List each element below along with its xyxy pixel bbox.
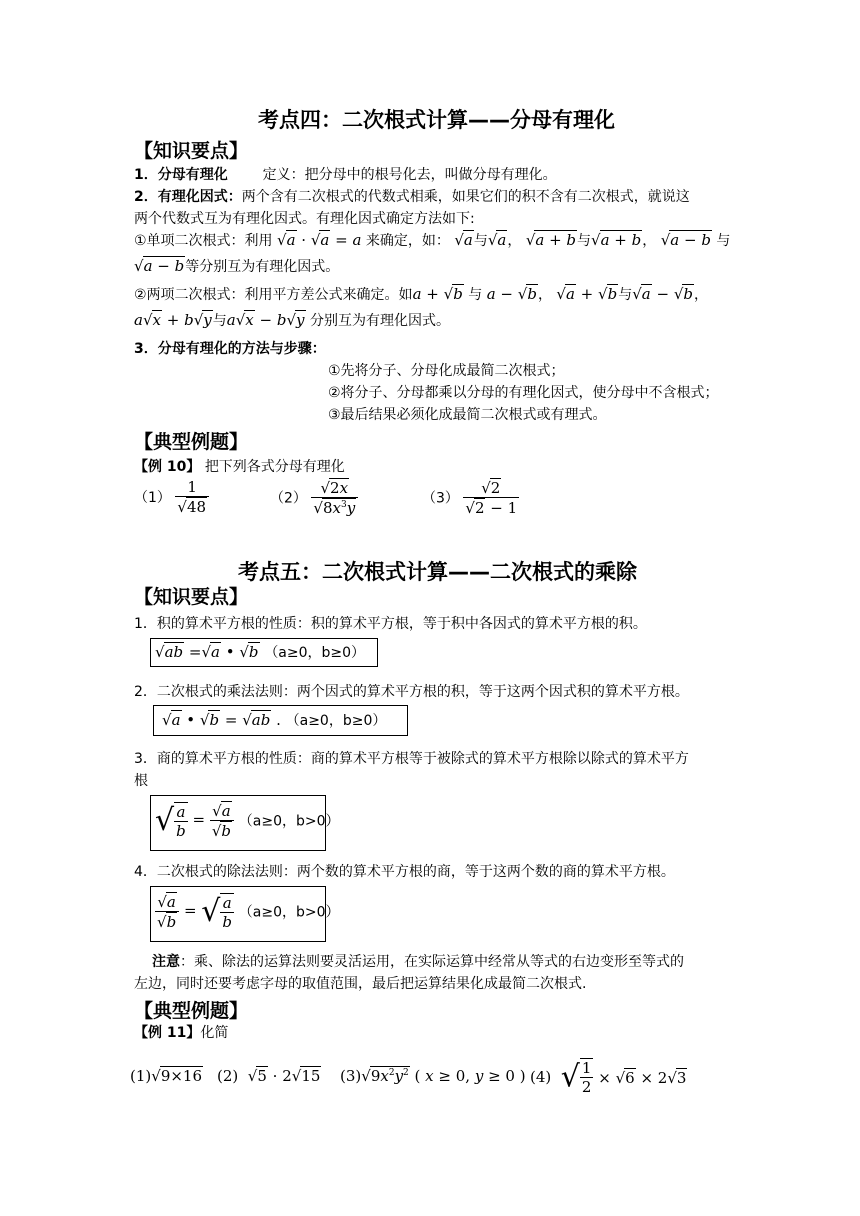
rule1-formula-box <box>150 638 378 667</box>
rule1-formula: √ab =√a • √b （a≥0，b≥0） <box>155 643 366 661</box>
section5-example-heading: 【典型例题】 <box>134 1000 249 1022</box>
double-term-line: ②两项二次根式：利用平方差公式来确定。如a + √b 与 a − √b， √a + √b与√a − √b， <box>134 285 708 303</box>
ex11-item-1-label: (1) <box>130 1067 152 1085</box>
rule3-text-cont: 根 <box>134 773 148 789</box>
ex10-item-1 <box>134 478 209 516</box>
ex10-item-3-label: （3） <box>422 490 459 507</box>
example10-label: 【例 10】 <box>134 459 201 475</box>
section4-title: 考点四：二次根式计算——分母有理化 <box>258 108 615 132</box>
expr-a-plus-sqrt-b: a + √b <box>412 285 463 303</box>
pair-sqrt-a-plus-b: √a + b <box>525 231 577 249</box>
rule2-condition: （a≥0，b≥0） <box>285 713 387 729</box>
frac-sqrt2-over-sqrt2-minus-1: $\frac{√2}{√2 - 1}$ <box>465 479 518 517</box>
ex11-item-3: $(3)√9x^2y^2$ ( x ≥ 0, y ≥ 0 ) <box>340 1067 526 1085</box>
ex11-item-3-label: (3) <box>340 1067 362 1085</box>
step-1: ①先将分子、分母化成最简二次根式； <box>328 363 565 379</box>
rule4-formula: $\frac{√a}{√b}$ = √ $\frac{a}{b}$ （a≥0，b>0） <box>157 893 340 931</box>
ex11-item-2-label: (2) <box>217 1067 239 1085</box>
p2-label: 2．有理化因式： <box>134 189 242 205</box>
ex11-item-2: (2) √5 · 2√15 <box>217 1067 321 1085</box>
section4-example-heading: 【典型例题】 <box>134 431 249 453</box>
expr-asqrtx-minus-bsqrty: a√x − b√y <box>226 311 305 329</box>
frac-sqrt2x-over-sqrt8x3y: $\frac{√2x}{√8x^3y}$ <box>311 478 358 517</box>
and-word: 与 <box>212 313 227 329</box>
ex11-item-4: (4) √ $\frac{1}{2}$ × √6 × 2√3 <box>530 1059 687 1096</box>
and-word: 与 <box>468 287 483 303</box>
rule4-condition: （a≥0，b>0） <box>238 904 340 921</box>
rule2-formula-box <box>153 705 408 736</box>
note-line <box>152 951 684 971</box>
rule3-formula-box <box>150 795 340 851</box>
rule3-formula: √ $\frac{a}{b}$ = $\frac{√a}{√b}$ （a≥0，b>0） <box>155 802 340 840</box>
double-label: ②两项二次根式：利用平方差公式来确定。如 <box>134 287 413 303</box>
ex11-item-4-label: (4) <box>530 1068 552 1086</box>
double-tail: 分别互为有理化因式。 <box>309 313 450 329</box>
expr-a-minus-sqrt-b: a − √b <box>486 285 537 303</box>
pair-sqrt-a-2: √a <box>487 231 507 249</box>
example11-line <box>134 1022 228 1042</box>
example11-label: 【例 11】 <box>134 1025 201 1041</box>
ex10-item-2-label: （2） <box>270 490 307 507</box>
section5-title: 考点五：二次根式计算——二次根式的乘除 <box>238 560 637 584</box>
and-word: 与 <box>618 287 633 303</box>
and-word: 与 <box>577 233 592 249</box>
double-term-line-cont <box>134 310 450 330</box>
expr-sqrt-a-plus-sqrt-b: √a + √b <box>556 285 618 303</box>
p2-text-cont: 两个代数式互为有理化因式。有理化因式确定方法如下: <box>134 211 475 227</box>
p1-text: 定义：把分母中的根号化去，叫做分母有理化。 <box>262 167 557 183</box>
example10-line <box>134 456 345 476</box>
section5-knowledge-heading: 【知识要点】 <box>134 586 249 608</box>
rationalize-definition <box>134 164 557 184</box>
pair-sqrt-a: √a <box>454 231 473 249</box>
step-3: ③最后结果必须化成最简二次根式或有理式。 <box>328 407 607 423</box>
rule1-condition: （a≥0，b≥0） <box>264 645 366 661</box>
ex11-item-1: (1)√9×16 <box>130 1067 203 1085</box>
note-text: ：乘、除法的运算法则要灵活运用，在实际运算中经常从等式的右边变形至等式的 <box>180 954 684 970</box>
step-2: ②将分子、分母都乘以分母的有理化因式，使分母中不含根式； <box>328 385 719 401</box>
frac-1-over-sqrt48: $\frac{1}{√48}$ <box>175 478 209 516</box>
ex10-item-2 <box>270 478 358 517</box>
single-tail: 等分别互为有理化因式。 <box>185 259 340 275</box>
rule4-text: 4．二次根式的除法法则：两个数的算术平方根的商，等于这两个数的商的算术平方根。 <box>134 864 675 880</box>
single-term-line-cont <box>134 256 339 276</box>
rule2-formula: √a • √b = √ab . （a≥0，b≥0） <box>162 711 387 729</box>
and-word: 与 <box>473 233 488 249</box>
rule3-text: 3．商的算术平方根的性质：商的算术平方根等于被除式的算术平方根除以除式的算术平方 <box>134 751 689 767</box>
rule4-formula-box <box>150 886 340 942</box>
single-term-line: ①单项二次根式：利用 √a · √a = a 来确定，如： √a与√a， √a + b与√a + b， √a − b 与 <box>134 231 731 249</box>
single-label: ①单项二次根式：利用 <box>134 233 273 249</box>
rule3-condition: （a≥0，b>0） <box>238 813 340 830</box>
note-cont: 左边，同时还要考虑字母的取值范围，最后把运算结果化成最简二次根式. <box>134 976 587 992</box>
p3-label: 3．分母有理化的方法与步骤： <box>134 341 326 357</box>
rule2-text: 2．二次根式的乘法法则：两个因式的算术平方根的积，等于这两个因式积的算术平方根。 <box>134 684 689 700</box>
rationalizing-factor-paragraph <box>134 186 690 206</box>
p2-text: 两个含有二次根式的代数式相乘，如果它们的积不含有二次根式，就说这 <box>241 189 690 205</box>
ex10-item-3 <box>422 478 519 517</box>
ex10-item-1-label: （1） <box>134 490 171 506</box>
expr-sqrt-a-minus-sqrt-b: √a − √b <box>632 285 693 303</box>
pair-sqrt-a-minus-b-2: √a − b <box>134 257 185 275</box>
expr-asqrtx-plus-bsqrty: a√x + b√y <box>134 311 212 329</box>
formula-sqrt-a-times: √a · √a = a <box>277 231 362 249</box>
example11-text: 化简 <box>200 1025 229 1041</box>
and-word: 与 <box>716 233 731 249</box>
note-label: 注意 <box>152 954 180 970</box>
single-mid: 来确定，如： <box>365 233 450 249</box>
pair-sqrt-a-plus-b-2: √a + b <box>591 231 642 249</box>
pair-sqrt-a-minus-b: √a − b <box>660 231 711 249</box>
p1-label: 1．分母有理化 <box>134 167 228 183</box>
example10-text: 把下列各式分母有理化 <box>204 459 345 475</box>
section4-knowledge-heading: 【知识要点】 <box>134 140 249 162</box>
rule1-text: 1．积的算术平方根的性质：积的算术平方根，等于积中各因式的算术平方根的积。 <box>134 616 647 632</box>
